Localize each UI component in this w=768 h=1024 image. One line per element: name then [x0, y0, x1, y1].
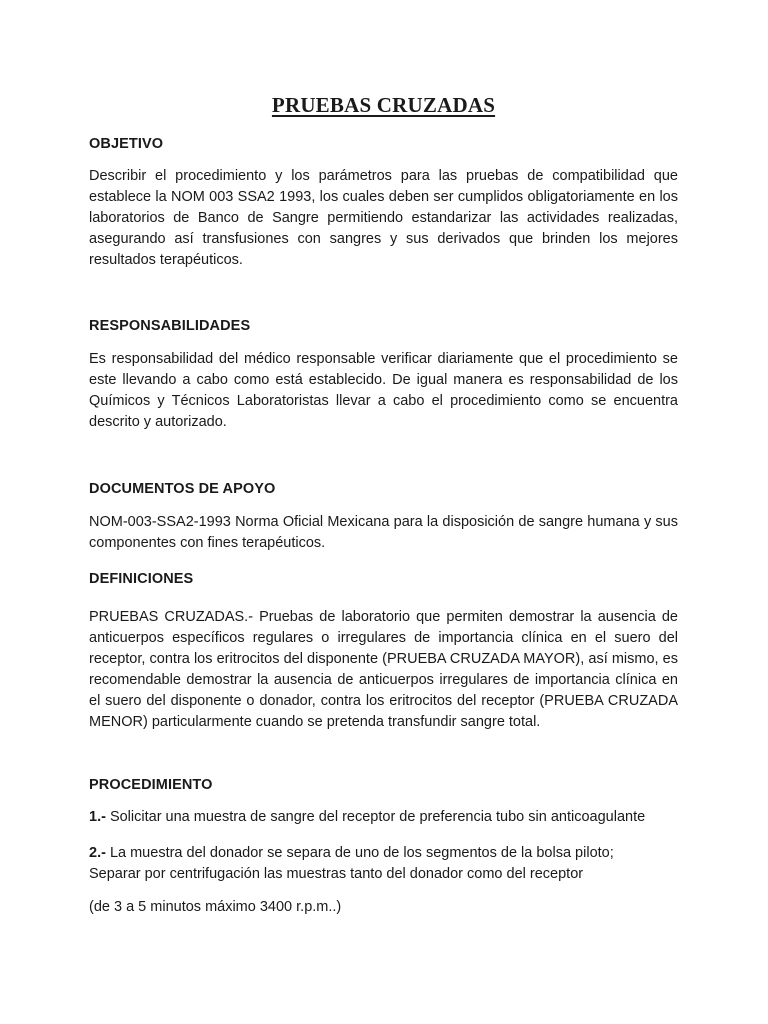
paragraph-responsabilidades: Es responsabilidad del médico responsable verificar diariamente que el procedimiento se este llevando a cabo como está establecido. De igual manera es responsabilidad de los Químicos y Técnicos Laboratoristas llevar a cabo el procedimiento como se encuentra descrito y autorizado. — [89, 351, 678, 430]
paragraph-definiciones: PRUEBAS CRUZADAS.- Pruebas de laboratorio que permiten demostrar la ausencia de anticuerpos específicos regulares o irregulares de importancia clínica en el suero del receptor, contra los eritrocitos del disponente (PRUEBA CRUZADA MAYOR), así mismo, es recomendable demostrar la ausencia de anticuerpos irregulares de importancia clínica en el suero del disponente o donador, contra los eritrocitos del receptor (PRUEBA CRUZADA MENOR) particularmente cuando se pretenda transfundir sangre total. — [89, 609, 678, 730]
step-number: 2.- — [89, 845, 106, 861]
step-text: La muestra del donador se separa de uno de los segmentos de la bolsa piloto; — [105, 845, 614, 861]
procedure-note: (de 3 a 5 minutos máximo 3400 r.p.m..) — [89, 899, 342, 915]
paragraph-objetivo: Describir el procedimiento y los parámetros para las pruebas de compatibilidad que establece la NOM 003 SSA2 1993, los cuales deben ser cumplidos obligatoriamente en los laboratorios de Banco de Sangre permitiendo estandarizar las actividades realizadas, asegurando así transfusiones con sangres y sus derivados que brinden los mejores resultados terapéuticos. — [89, 168, 678, 268]
heading-procedimiento: PROCEDIMIENTO — [89, 777, 213, 793]
step-text: Solicitar una muestra de sangre del receptor de preferencia tubo sin anticoagulante — [105, 809, 646, 825]
step-number: 1.- — [89, 809, 106, 825]
heading-objetivo: OBJETIVO — [89, 136, 164, 152]
procedure-step-2 — [89, 843, 678, 885]
heading-definiciones: DEFINICIONES — [89, 571, 194, 587]
procedure-step-1 — [89, 807, 678, 828]
paragraph-documentos-de-apoyo: NOM-003-SSA2-1993 Norma Oficial Mexicana para la disposición de sangre humana y sus componentes con fines terapéuticos. — [89, 514, 678, 551]
heading-responsabilidades: RESPONSABILIDADES — [89, 318, 251, 334]
heading-documentos-de-apoyo: DOCUMENTOS DE APOYO — [89, 481, 276, 497]
step-text-continued: Separar por centrifugación las muestras tanto del donador como del receptor — [89, 866, 584, 882]
document-title: PRUEBAS CRUZADAS — [271, 93, 496, 117]
